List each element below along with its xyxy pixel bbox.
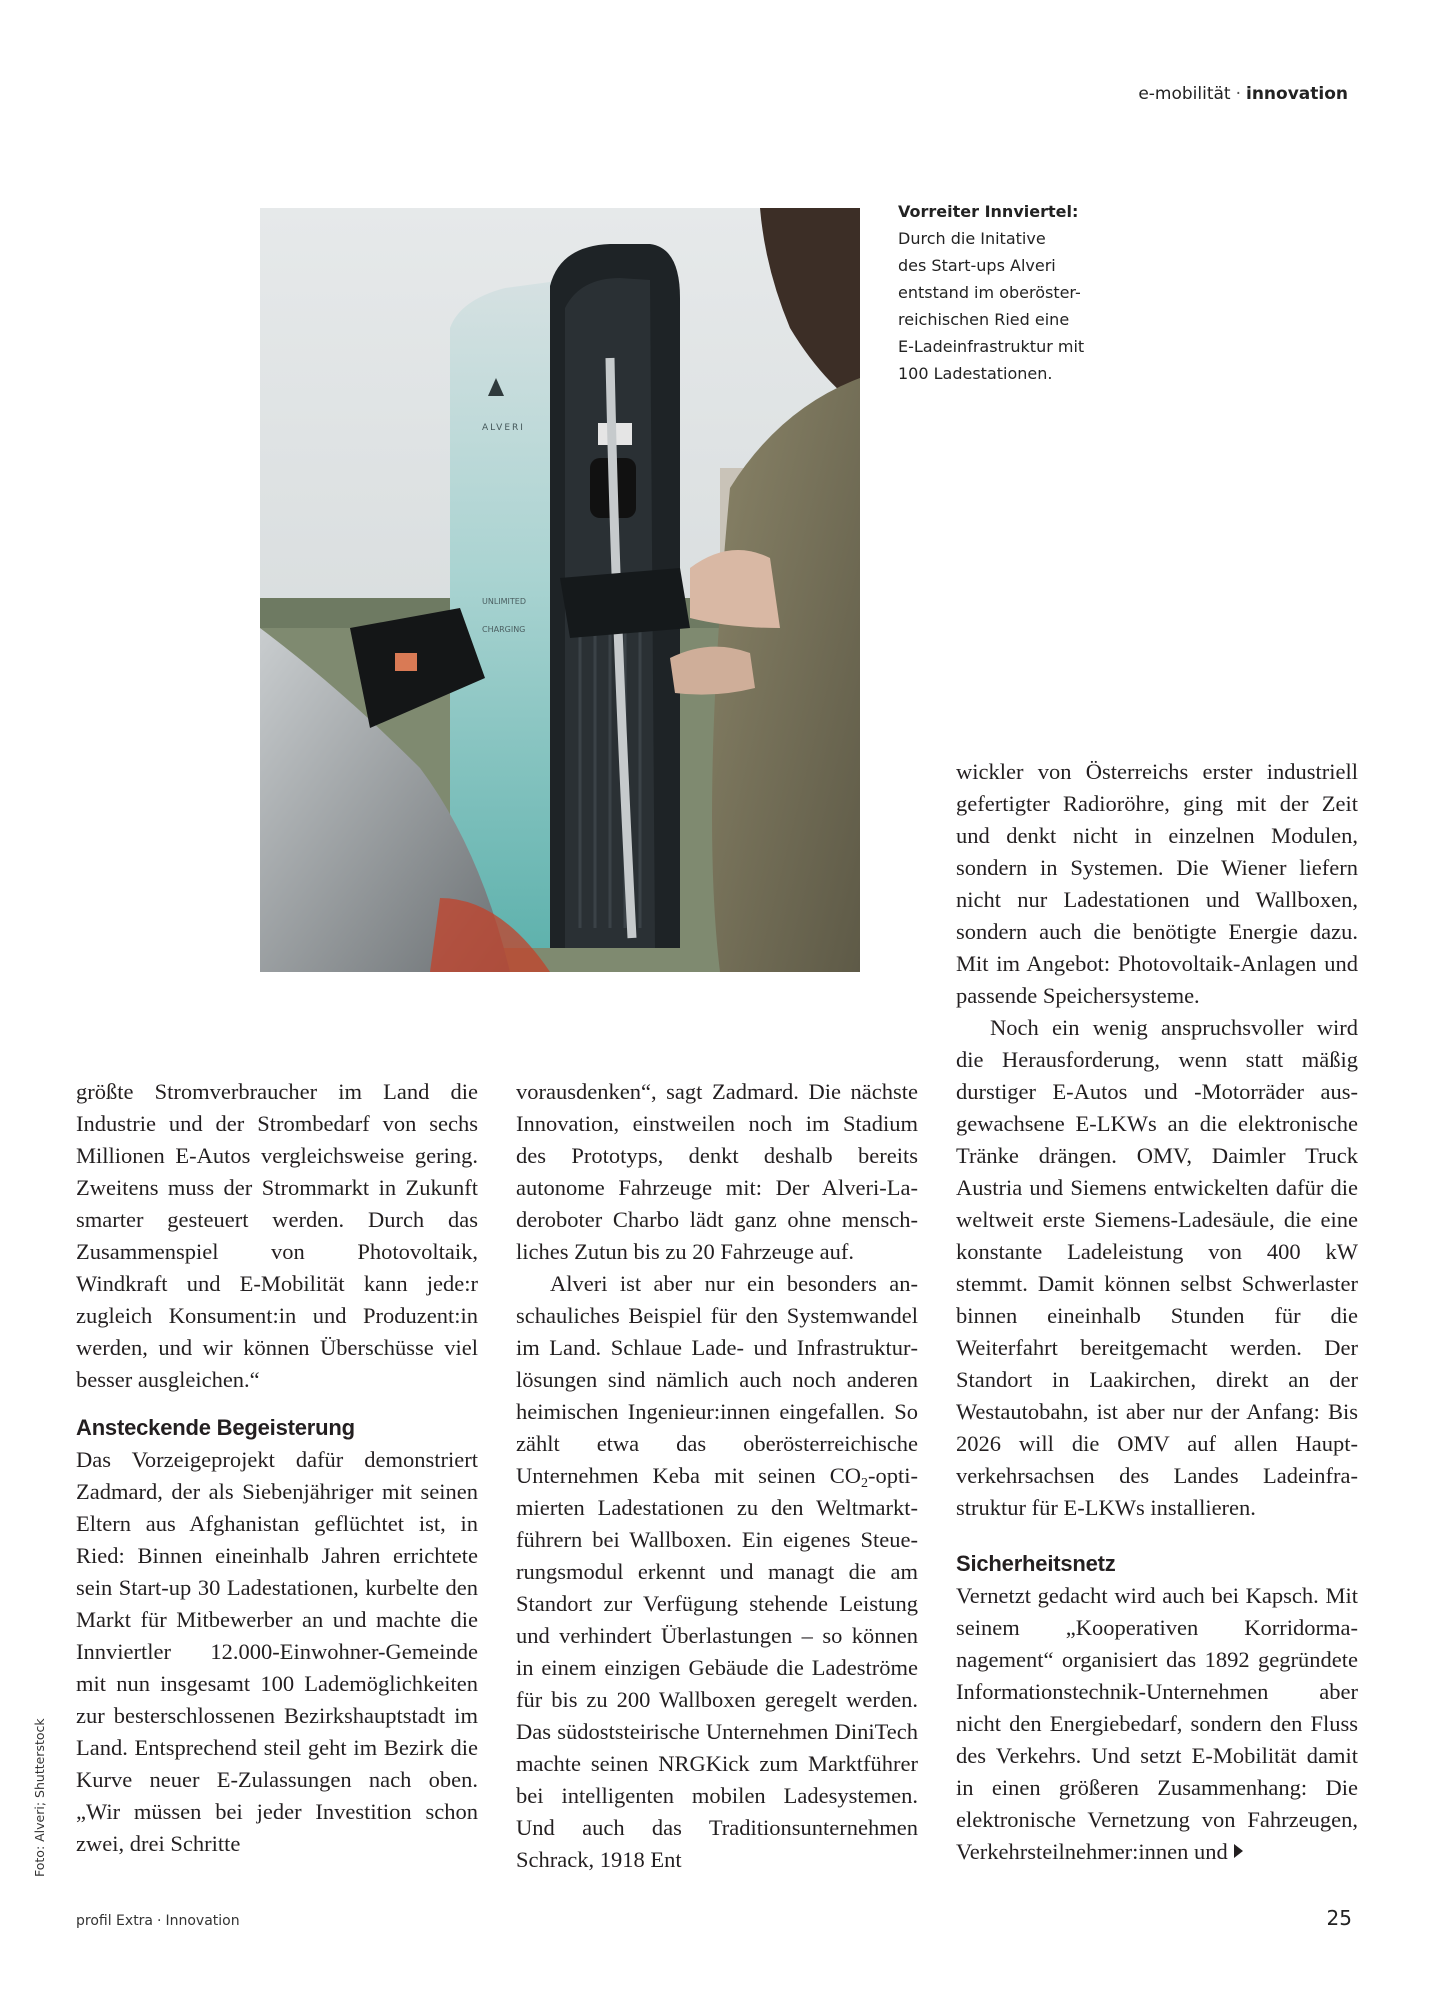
page-number: 25: [1326, 1906, 1352, 1930]
paragraph: wickler von Österreichs erster industriell gefertigter Radioröhre, ging mit der Zeit und denkt nicht in einzelnen Modulen, sondern in Systemen. Die Wiener liefern nicht nur Ladestationen und Wallboxen, sondern auch die benötigte Energie dazu. Mit im Angebot: Photovoltaik-Anlagen und passende Speichersysteme.: [956, 759, 1358, 1008]
header-category: e-mobilität: [1138, 84, 1231, 104]
caption-line: des Start-ups Alveri: [898, 256, 1056, 275]
paragraph: vorausdenken“, sagt Zadmard. Die nächste Innovation, einstweilen noch im Stadium des Prototyps, denkt deshalb bereits autonome Fahrzeuge mit: Der Alveri-Laderoboter Charbo lädt ganz ohne menschliches Zutun bis zu 20 Fahrzeuge auf.: [516, 1079, 918, 1264]
paragraph: größte Stromverbraucher im Land die Industrie und der Strombedarf von sechs Millionen E-Autos vergleichsweise gering. Zweitens muss der Strommarkt in Zukunft smarter gesteuert werden. Durch das Zusammenspiel von Photovoltaik, Windkraft und E-Mobilität kann jede:r zugleich Konsument:in und Produzent:in werden, und wir können Überschüsse viel besser ausgleichen.“: [76, 1079, 478, 1392]
photo-brand-text: ALVERI: [482, 423, 525, 433]
paragraph-text: Alveri ist aber nur ein besonders anschauliches Beispiel für den Systemwandel im Land. Schlaue Lade- und Infrastrukturlösungen sind nämlich auch noch anderen heimischen Ingenieur:innen eingefallen. So zählt etwa das oberösterreichische Unternehmen Keba mit seinen CO: [516, 1271, 918, 1488]
caption-title: Vorreiter Innviertel:: [898, 202, 1079, 221]
photo-charger-text-2: CHARGING: [482, 625, 526, 634]
footer-section: Innovation: [165, 1913, 240, 1929]
paragraph: Noch ein wenig anspruchsvoller wird die Herausforderung, wenn statt mäßig durstiger E-Autos und -Motorräder ausgewachsene E-LKWs an die elektronische Tränke drängen. OMV, Daimler Truck Austria und Siemens entwickelten dafür die weltweit erste Siemens-Ladesäule, die eine konstante Ladeleistung von 400 kW stemmt. Damit können selbst Schwerlaster binnen eineinhalb Stunden für die Weiterfahrt bereitgemacht werden. Der Standort in Laakirchen, direkt an der Westautobahn, ist aber nur der Anfang: Bis 2026 will die OMV auf allen Hauptverkehrsachsen des Landes Ladeinfrastruktur für E-LKWs installieren.: [956, 1015, 1358, 1520]
caption-line: entstand im oberöster-: [898, 283, 1081, 302]
continue-arrow-icon: [1234, 1844, 1243, 1858]
paragraph: Das Vorzeigeprojekt dafür demonstriert Zadmard, der als Siebenjähriger mit seinen Eltern aus Afghanistan geflüchtet ist, in Ried: Binnen eineinhalb Jahren errichtete sein Start-up 30 Ladestationen, kurbelte den Markt für Mitbewerber an und machte die Innviertler 12.000-Einwohner-Gemeinde mit nun insgesamt 100 Lademöglichkeiten zur besterschlossenen Bezirkshauptstadt im Land. Entsprechend steil geht im Bezirk die Kurve neuer E-Zulassungen nach oben. „Wir müssen bei jeder Investition schon zwei, drei Schritte: [76, 1447, 478, 1856]
paragraph: [956, 1580, 1358, 1868]
header-separator: ·: [1235, 84, 1241, 104]
footer-separator: ·: [157, 1913, 162, 1929]
caption-line: reichischen Ried eine: [898, 310, 1070, 329]
subheading-ansteckende-begeisterung: Ansteckende Begeisterung: [76, 1415, 355, 1440]
paragraph: [516, 1268, 918, 1876]
paragraph-text: -optimierten Ladestationen zu den Weltmarktführern bei Wallboxen. Ein eigenes Steuerungsmodul erkennt und managt die am Standort zur Verfügung stehende Leistung und verhindert Überlastungen – so können in einem einzigen Gebäude die Ladeströme für bis zu 200 Wallboxen geregelt werden. Das südoststeirische Unternehmen DiniTech machte seinen NRGKick zum Marktführer bei intelligenten mobilen Ladesystemen. Und auch das Traditionsunternehmen Schrack, 1918 Ent: [516, 1463, 918, 1872]
article-column-1: [76, 1076, 478, 1860]
footer-publication-name: profil Extra: [76, 1913, 154, 1929]
paragraph-text: Vernetzt gedacht wird auch bei Kapsch. Mit seinem „Kooperativen Korridormanagement“ organisiert das 1892 gegründete Informationstechnik-Unternehmen aber nicht den Energiebedarf, sondern den Fluss des Verkehrs. Und setzt E-Mobilität damit in einen größeren Zusammenhang: Die elektronische Vernetzung von Fahrzeugen, Verkehrsteilnehmer:innen und: [956, 1583, 1358, 1864]
photo-illustration: [260, 208, 860, 972]
charging-station-photo: [260, 208, 860, 972]
header-section: innovation: [1246, 84, 1348, 104]
footer-publication: [76, 1913, 240, 1929]
caption-line: 100 Ladestationen.: [898, 364, 1053, 383]
photo-caption: [898, 198, 1116, 387]
caption-line: E-Ladeinfrastruktur mit: [898, 337, 1085, 356]
article-column-2: [516, 1076, 918, 1876]
article-column-3: [956, 756, 1358, 1868]
caption-line: Durch die Initative: [898, 229, 1046, 248]
running-header: [1138, 84, 1348, 104]
photo-charger-text-1: UNLIMITED: [482, 597, 527, 606]
subheading-sicherheitsnetz: Sicherheitsnetz: [956, 1551, 1116, 1576]
co2-subscript: 2: [861, 1476, 868, 1491]
photo-credit: Foto: Alveri; Shutterstock: [32, 1718, 47, 1877]
